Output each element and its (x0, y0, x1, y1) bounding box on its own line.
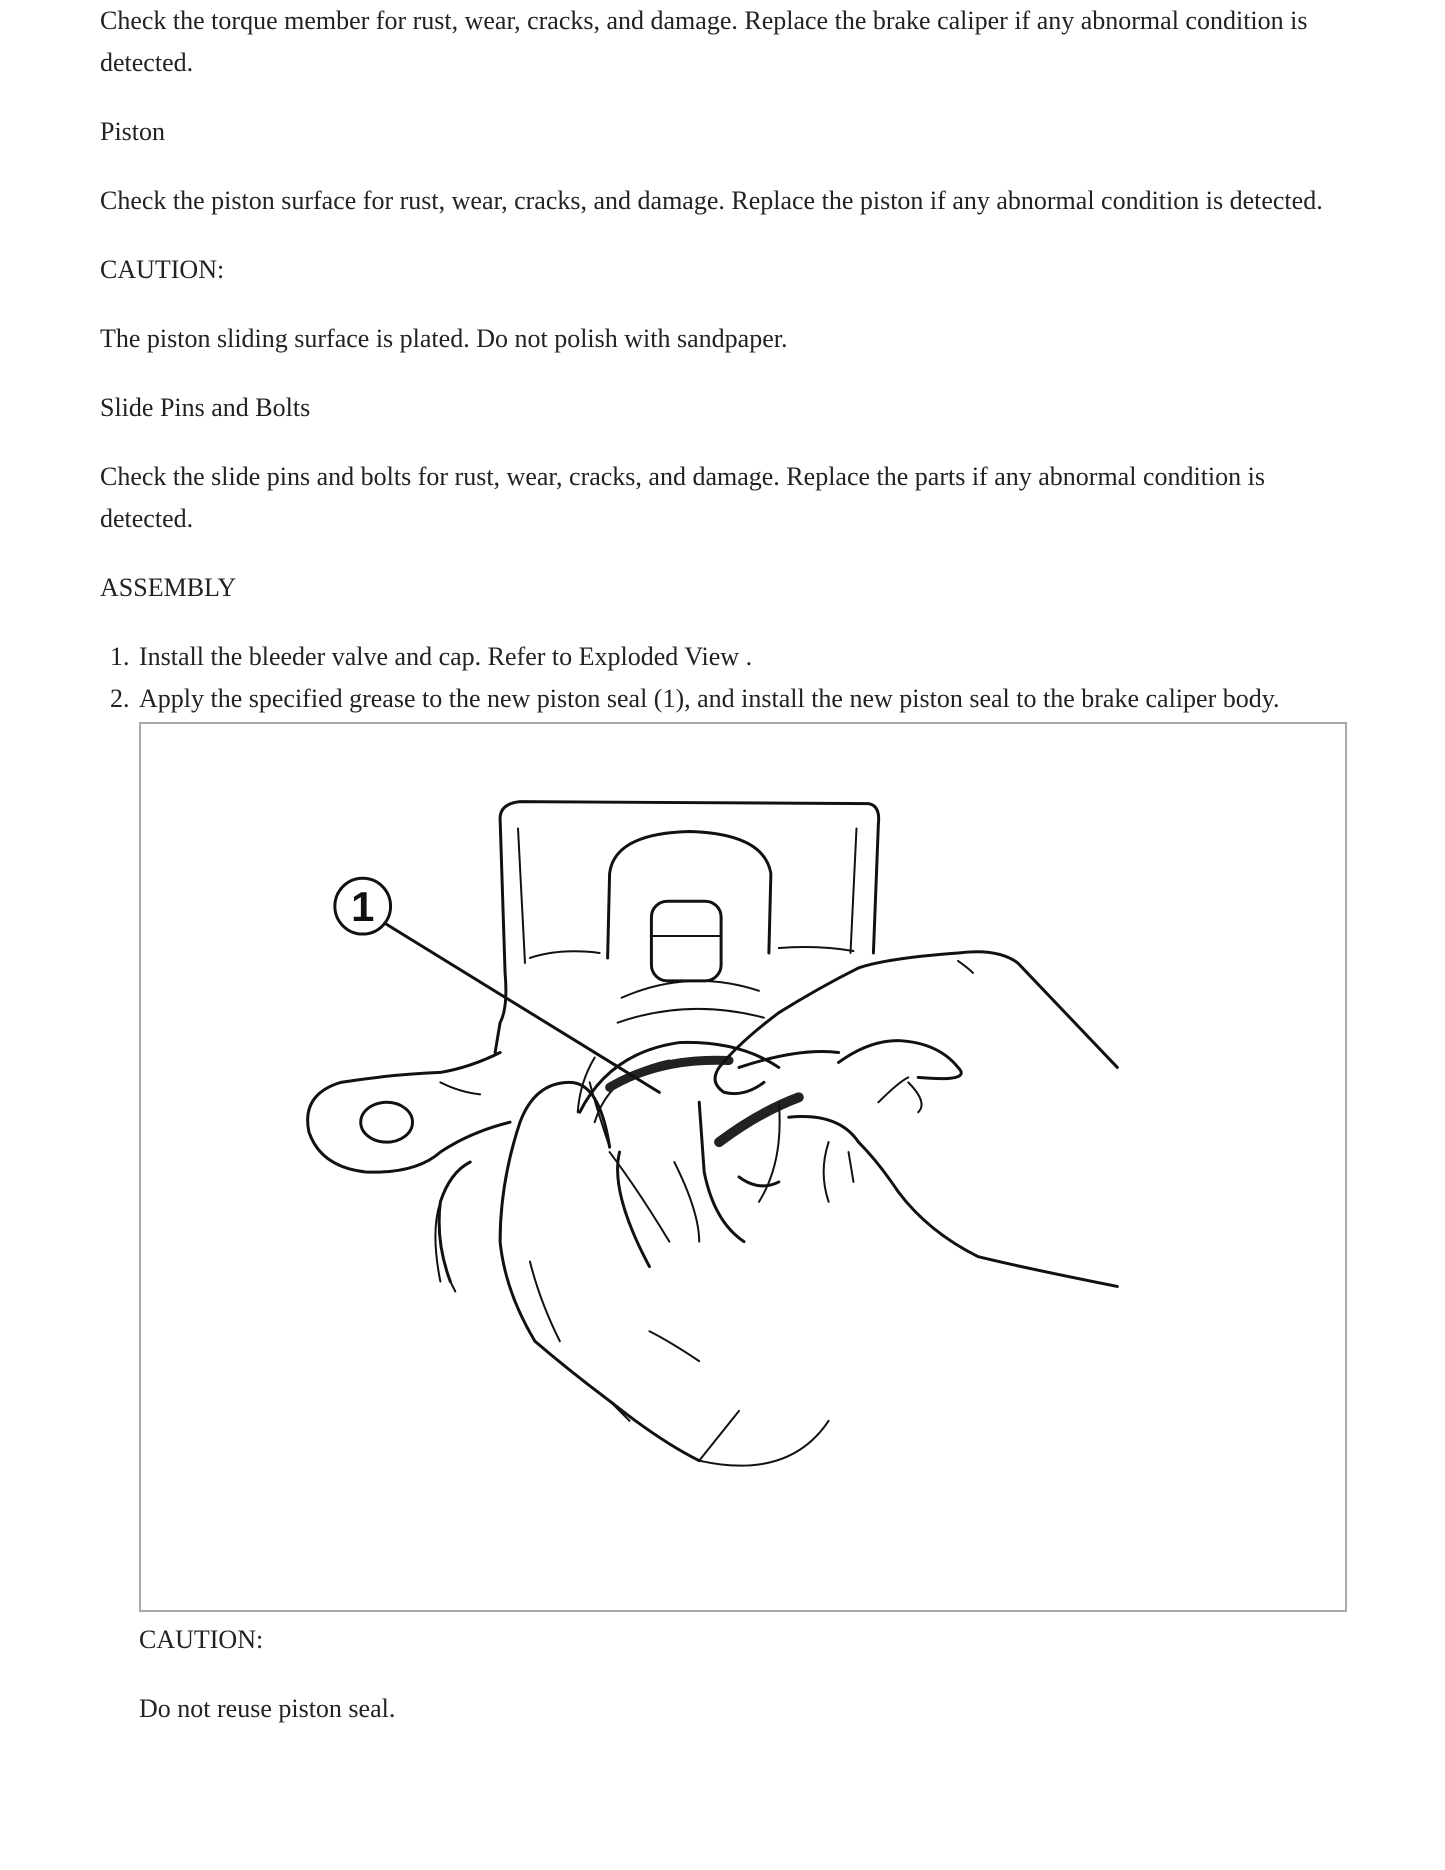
step-text: Install the bleeder valve and cap. Refer to Exploded View . (139, 642, 753, 671)
caliper-outline (500, 802, 879, 953)
list-item (110, 636, 1360, 678)
callout-leader-line (385, 923, 660, 1092)
caution-label: CAUTION: (139, 1625, 264, 1654)
caliper-left-edge (495, 819, 506, 1053)
piston-heading: Piston (100, 117, 166, 146)
bleeder-port (651, 901, 721, 981)
step-number: 1. (110, 642, 130, 671)
caliper-boss (608, 832, 771, 958)
cylinder-bore (580, 1042, 779, 1112)
slide-pins-check-paragraph: Check the slide pins and bolts for rust, wear, cracks, and damage. Replace the parts if any abnormal condition is detected. (100, 462, 1265, 533)
caliper-drawing (141, 724, 1345, 1610)
assembly-steps-list (100, 636, 1360, 720)
piston-check-paragraph: Check the piston surface for rust, wear, cracks, and damage. Replace the piston if any abnormal condition is detected. (100, 186, 1323, 215)
right-hand-finger (715, 952, 1117, 1094)
step-text: Apply the specified grease to the new piston seal (1), and install the new piston seal to the brake caliper body. (139, 684, 1280, 713)
mounting-hole (361, 1102, 413, 1142)
list-item (110, 678, 1360, 720)
right-finger-tip (839, 1041, 962, 1079)
piston-seal-illustration (139, 722, 1347, 1612)
torque-check-paragraph: Check the torque member for rust, wear, cracks, and damage. Replace the brake caliper if any abnormal condition is detected. (100, 6, 1308, 77)
assembly-heading: ASSEMBLY (100, 573, 237, 602)
right-hand-palm (858, 1142, 1117, 1286)
caution-label: CAUTION: (100, 255, 225, 284)
left-hand-finger (439, 1162, 470, 1281)
caution-text: Do not reuse piston seal. (139, 1694, 396, 1723)
caution-text: The piston sliding surface is plated. Do not polish with sandpaper. (100, 324, 788, 353)
document-body (100, 0, 1360, 1757)
step-number: 2. (110, 684, 130, 713)
callout-number: 1 (351, 883, 375, 931)
left-hand-thumb (500, 1082, 610, 1341)
slide-pins-heading: Slide Pins and Bolts (100, 393, 311, 422)
